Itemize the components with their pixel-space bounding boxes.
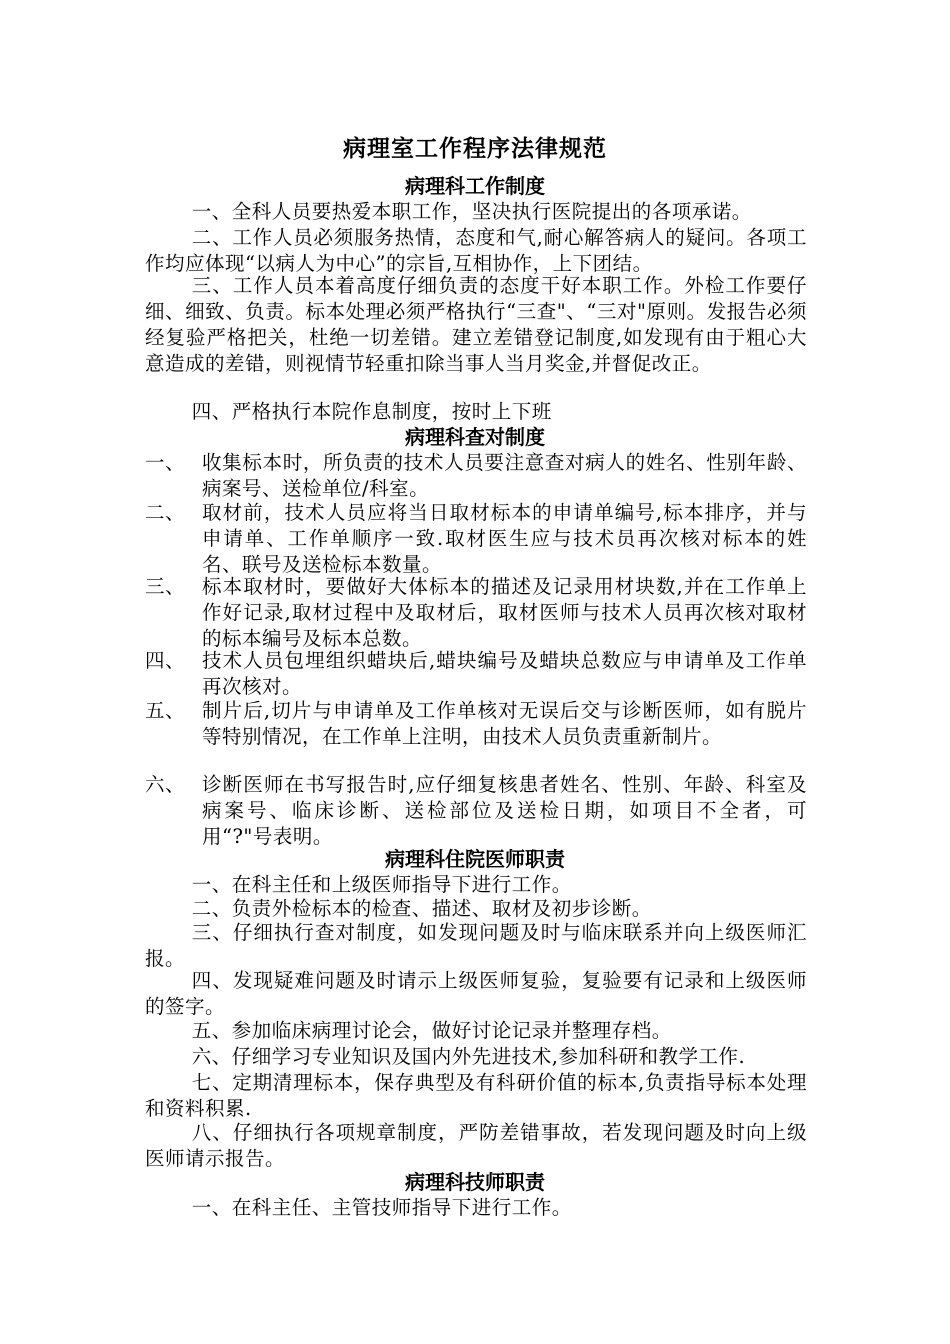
paragraph: 七、定期清理标本，保存典型及有科研价值的标本,负责指导标本处理和资料积累. xyxy=(145,1071,807,1120)
section-heading-resident-duties: 病理科住院医师职责 xyxy=(385,847,565,871)
list-item-number: 五、 xyxy=(145,699,186,722)
paragraph: 三、仔细执行查对制度，如发现问题及时与临床联系并向上级医师汇报。 xyxy=(145,921,807,970)
document-title: 病理室工作程序法律规范 xyxy=(343,136,607,162)
list-item xyxy=(145,648,807,700)
list-item-number: 六、 xyxy=(145,773,186,796)
list-item xyxy=(145,772,807,850)
list-item-number: 四、 xyxy=(145,649,186,672)
list-item-text: 技术人员包埋组织蜡块后,蜡块编号及蜡块总数应与申请单及工作单再次核对。 xyxy=(202,649,807,698)
paragraph: 四、严格执行本院作息制度，按时上下班 xyxy=(191,400,552,423)
section-heading-work-rules: 病理科工作制度 xyxy=(405,174,545,198)
list-item xyxy=(145,698,807,750)
section-heading-technician-duties: 病理科技师职责 xyxy=(405,1170,545,1194)
paragraph: 一、在科主任和上级医师指导下进行工作。 xyxy=(191,873,572,896)
list-item-text: 诊断医师在书写报告时,应仔细复核患者姓名、性别、年龄、科室及病案号、临床诊断、送检部位及送检日期，如项目不全者，可用“?"号表明。 xyxy=(202,773,807,848)
list-item-number: 三、 xyxy=(145,575,186,598)
list-item-text: 收集标本时，所负责的技术人员要注意查对病人的姓名、性别年龄、病案号、送检单位/科室。 xyxy=(202,451,807,500)
list-item-text: 取材前，技术人员应将当日取材标本的申请单编号,标本排序，并与申请单、工作单顺序一致.取材医生应与技术员再次核对标本的姓名、联号及送检标本数量。 xyxy=(202,501,807,576)
section-heading-check-rules: 病理科查对制度 xyxy=(405,425,545,449)
list-item-text: 制片后,切片与申请单及工作单核对无误后交与诊断医师，如有脱片等特别情况，在工作单上注明，由技术人员负责重新制片。 xyxy=(202,699,807,748)
paragraph: 五、参加临床病理讨论会，做好讨论记录并整理存档。 xyxy=(191,1019,672,1042)
list-item xyxy=(145,500,807,578)
list-item-number: 二、 xyxy=(145,501,186,524)
list-item-text: 标本取材时，要做好大体标本的描述及记录用材块数,并在工作单上作好记录,取材过程中及取材后，取材医师与技术人员再次核对取材的标本编号及标本总数。 xyxy=(202,575,807,650)
paragraph: 二、工作人员必须服务热情，态度和气,耐心解答病人的疑问。各项工作均应体现“以病人为中心”的宗旨,互相协作，上下团结。 xyxy=(145,226,807,275)
paragraph: 四、发现疑难问题及时请示上级医师复验，复验要有记录和上级医师的签字。 xyxy=(145,969,807,1018)
paragraph: 八、仔细执行各项规章制度，严防差错事故，若发现问题及时向上级医师请示报告。 xyxy=(145,1121,807,1170)
list-item-number: 一、 xyxy=(145,451,186,474)
paragraph: 一、全科人员要热爱本职工作，坚决执行医院提出的各项承诺。 xyxy=(191,200,752,223)
list-item xyxy=(145,574,807,652)
paragraph: 三、工作人员本着高度仔细负责的态度干好本职工作。外检工作要仔细、细致、负责。标本处理必须严格执行“三查"、“三对"原则。发报告必须经复验严格把关，杜绝一切差错。建立差错登记制度,如发现有由于粗心大意造成的差错，则视情节轻重扣除当事人当月奖金,并督促改正。 xyxy=(145,274,807,375)
paragraph: 一、在科主任、主管技师指导下进行工作。 xyxy=(191,1196,572,1219)
paragraph: 二、负责外检标本的检查、描述、取材及初步诊断。 xyxy=(191,897,652,920)
list-item xyxy=(145,450,807,502)
paragraph: 六、仔细学习专业知识及国内外先进技术,参加科研和教学工作. xyxy=(191,1045,746,1068)
